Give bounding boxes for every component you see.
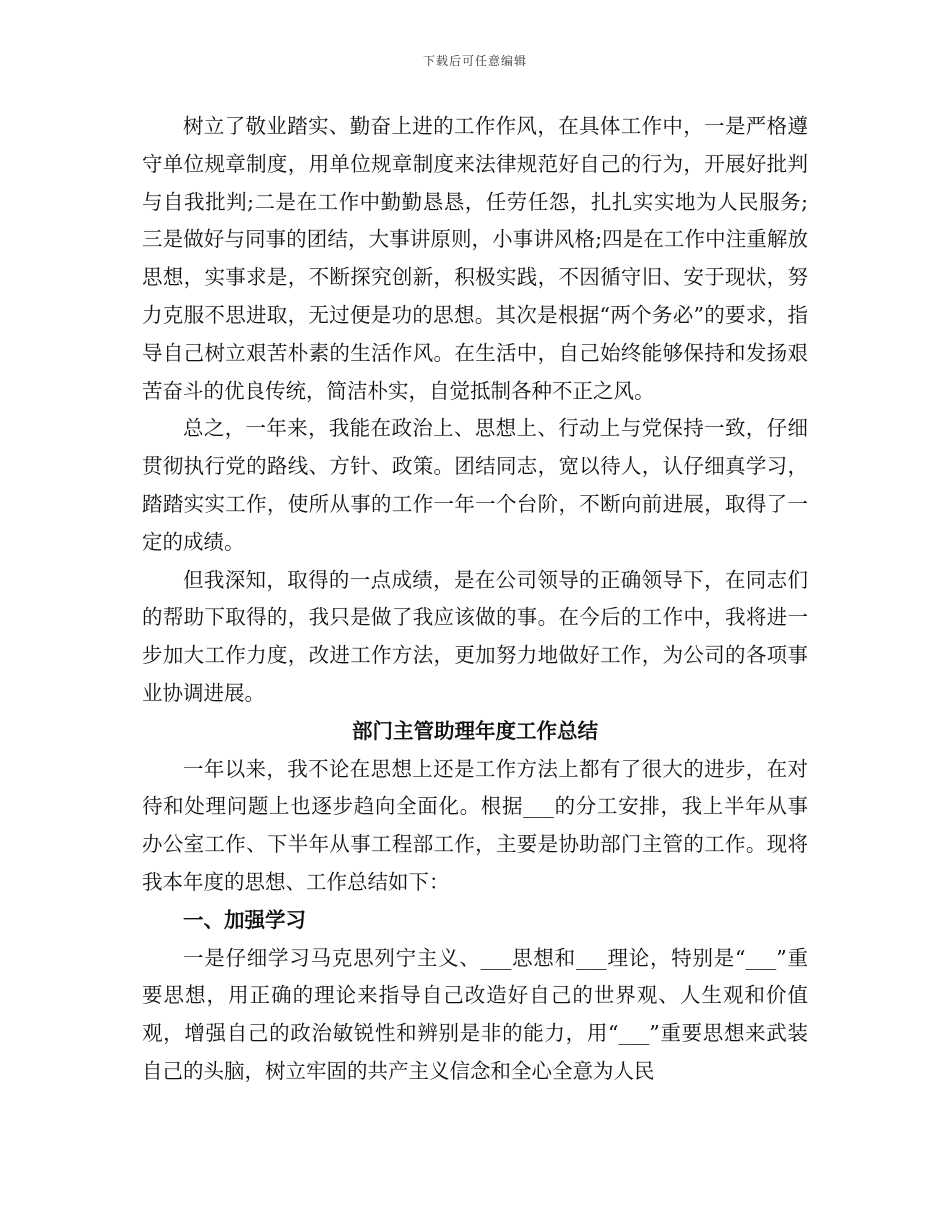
paragraph-summary: 总之，一年来，我能在政治上、思想上、行动上与党保持一致，仔细贯彻执行党的路线、方针、政策。团结同志，宽以待人，认仔细真学习，踏踏实实工作，使所从事的工作一年一个台阶，不断向前进展，取得了一定的成绩。 <box>142 416 808 554</box>
document-body <box>142 108 808 1091</box>
page-header-note: 下载后可任意编辑 <box>422 54 527 68</box>
paragraph-gratitude: 但我深知，取得的一点成绩，是在公司领导的正确领导下，在同志们的帮助下取得的，我只是做了我应该做的事。在今后的工作中，我将进一步加大工作力度，改进工作方法，更加努力地做好工作，为公司的各项事业协调进展。 <box>142 567 808 705</box>
section-heading-study: 一、加强学习 <box>183 907 306 932</box>
paragraph-work-style: 树立了敬业踏实、勤奋上进的工作作风，在具体工作中，一是严格遵守单位规章制度，用单位规章制度来法律规范好自己的行为，开展好批判与自我批判;二是在工作中勤勤恳恳，任劳任怨，扎扎实实地为人民服务;三是做好与同事的团结，大事讲原则，小事讲风格;四是在工作中注重解放思想，实事求是，不断探究创新，积极实践，不因循守旧、安于现状，努力克服不思进取，无过便是功的思想。其次是根据“两个务必”的要求，指导自己树立艰苦朴素的生活作风。在生活中，自己始终能够保持和发扬艰苦奋斗的优良传统，简洁朴实，自觉抵制各种不正之风。 <box>142 114 808 403</box>
paragraph-intro: 一年以来，我不论在思想上还是工作方法上都有了很大的进步，在对待和处理问题上也逐步趋向全面化。根据___的分工安排，我上半年从事办公室工作、下半年从事工程部工作，主要是协助部门主管的工作。现将我本年度的思想、工作总结如下： <box>142 756 808 894</box>
document-title: 部门主管助理年度工作总结 <box>352 718 598 743</box>
paragraph-study: 一是仔细学习马克思列宁主义、___思想和___理论，特别是“___”重要思想，用正确的理论来指导自己改造好自己的世界观、人生观和价值观，增强自己的政治敏锐性和辨别是非的能力，用“___”重要思想来武装自己的头脑，树立牢固的共产主义信念和全心全意为人民 <box>142 945 808 1083</box>
